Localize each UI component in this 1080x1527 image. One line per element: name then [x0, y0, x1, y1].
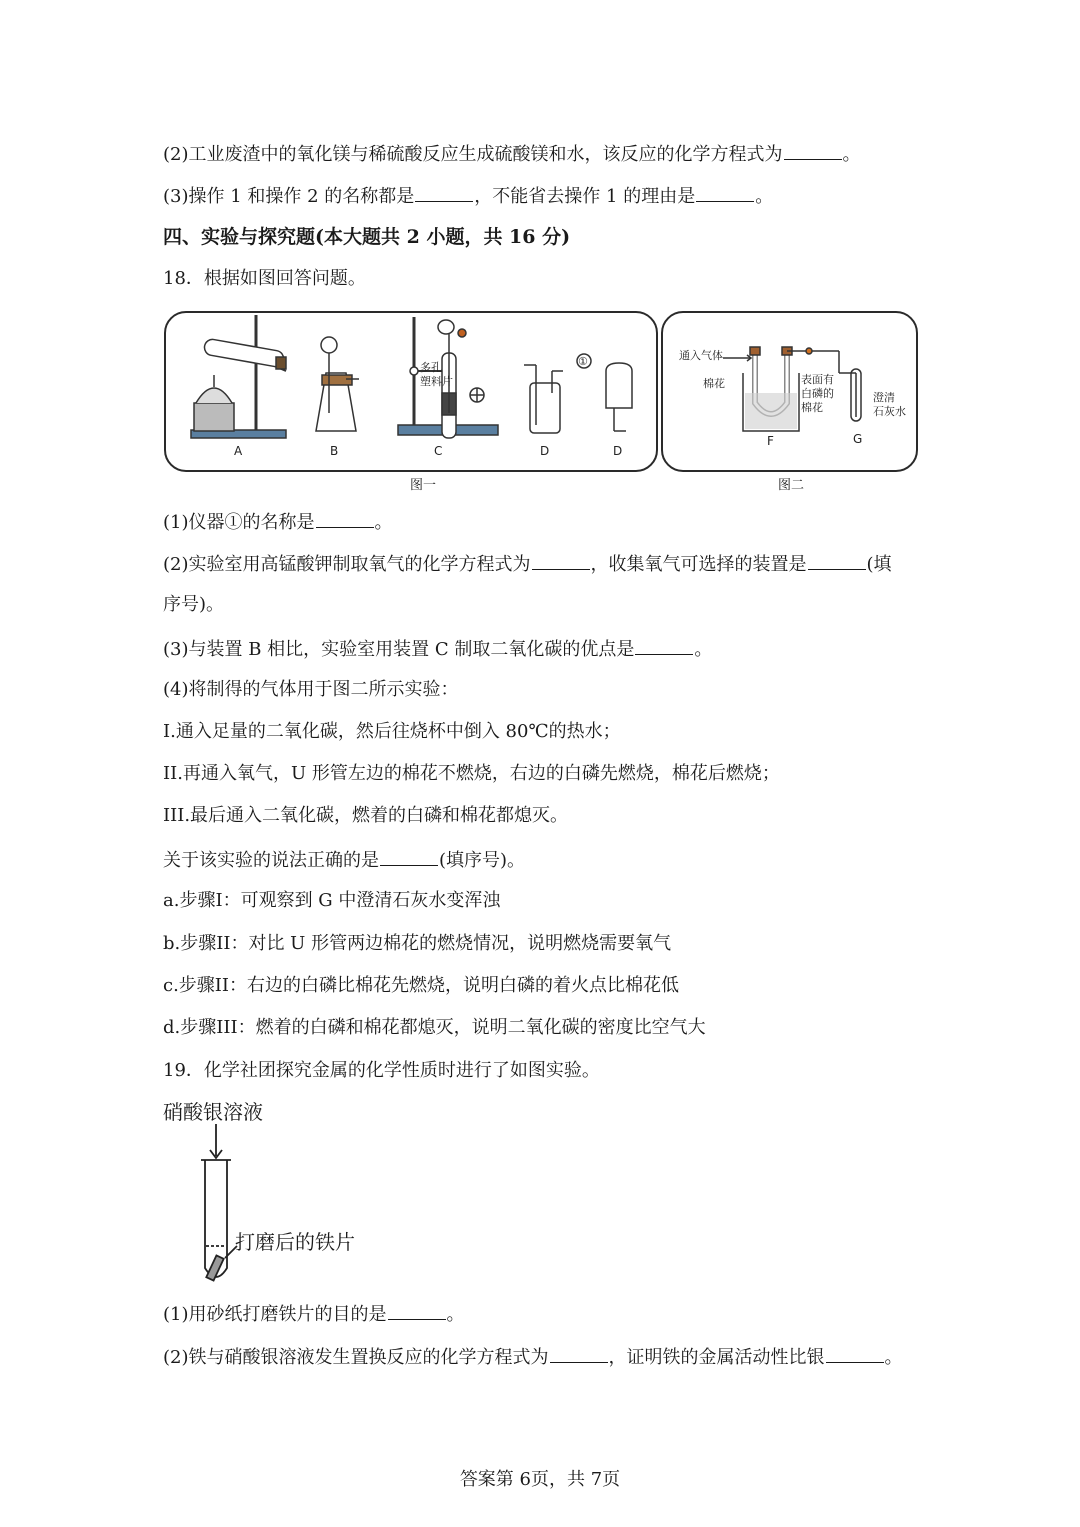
answer-blank[interactable] — [532, 551, 590, 570]
answer-blank[interactable] — [826, 1344, 884, 1363]
q18-option-c: c.步骤II：右边的白磷比棉花先燃烧，说明白磷的着火点比棉花低 — [163, 975, 680, 996]
answer-blank[interactable] — [550, 1344, 608, 1363]
answer-blank[interactable] — [415, 183, 473, 202]
phosphorus-label-1: 表面有 — [801, 373, 834, 386]
q17-part2: (2)工业废渣中的氧化镁与稀硫酸反应生成硫酸镁和水，该反应的化学方程式为 。 — [163, 141, 861, 167]
q18-step3: III.最后通入二氧化碳，燃着的白磷和棉花都熄灭。 — [163, 805, 569, 826]
q18-ask: 关于该实验的说法正确的是 (填序号)。 — [163, 847, 525, 873]
figure-2-caption: 图二 — [778, 478, 805, 493]
label-d2: D — [613, 444, 623, 458]
q19-part2: (2)铁与硝酸银溶液发生置换反应的化学方程式为 ，证明铁的金属活动性比银 。 — [163, 1344, 903, 1370]
q19-part1: (1)用砂纸打磨铁片的目的是 。 — [163, 1301, 465, 1327]
q18-step1: I.通入足量的二氧化碳，然后往烧杯中倒入 80℃的热水； — [163, 721, 621, 742]
answer-blank[interactable] — [696, 183, 754, 202]
q18-option-b: b.步骤II：对比 U 形管两边棉花的燃烧情况，说明燃烧需要氧气 — [163, 933, 672, 954]
section-heading: 四、实验与探究题(本大题共 2 小题，共 16 分) — [163, 226, 571, 248]
q17-part3: (3)操作 1 和操作 2 的名称都是 ，不能省去操作 1 的理由是 。 — [163, 183, 773, 209]
answer-blank[interactable] — [316, 509, 374, 528]
plastic-label-2: 塑料片 — [420, 375, 453, 388]
label-f: F — [767, 434, 774, 448]
page-footer: 答案第 6页，共 7页 — [459, 1469, 621, 1490]
figure-2-apparatus — [663, 313, 916, 470]
answer-blank[interactable] — [635, 636, 693, 655]
q19-figure — [163, 1096, 423, 1292]
label-d1: D — [540, 444, 550, 458]
q18-step2: II.再通入氧气，U 形管左边的棉花不燃烧，右边的白磷先燃烧，棉花后燃烧； — [163, 763, 780, 784]
silver-nitrate-label: 硝酸银溶液 — [163, 1100, 263, 1124]
answer-blank[interactable] — [380, 847, 438, 866]
q18-part2-cont: 序号)。 — [163, 594, 225, 615]
answer-blank[interactable] — [784, 141, 842, 160]
q18-option-d: d.步骤III：燃着的白磷和棉花都熄灭，说明二氧化碳的密度比空气大 — [163, 1017, 706, 1038]
label-a: A — [234, 444, 243, 458]
cotton-label: 棉花 — [703, 377, 725, 390]
gas-in-label: 通入气体 — [679, 349, 723, 362]
marker-1: ① — [578, 355, 588, 368]
figure-1-box — [164, 311, 658, 472]
q18-stem: 18．根据如图回答问题。 — [163, 268, 366, 289]
phosphorus-label-3: 棉花 — [801, 401, 823, 414]
q18-part2: (2)实验室用高锰酸钾制取氧气的化学方程式为 ，收集氧气可选择的装置是 (填 — [163, 551, 892, 577]
q18-option-a: a.步骤I：可观察到 G 中澄清石灰水变浑浊 — [163, 890, 501, 911]
phosphorus-label-2: 白磷的 — [801, 387, 834, 400]
limewater-label-1: 澄清 — [873, 391, 895, 404]
label-g: G — [853, 432, 863, 446]
q18-part4: (4)将制得的气体用于图二所示实验： — [163, 679, 459, 700]
answer-blank[interactable] — [388, 1301, 446, 1320]
iron-sheet-label: 打磨后的铁片 — [235, 1230, 355, 1254]
q19-stem: 19．化学社团探究金属的化学性质时进行了如图实验。 — [163, 1060, 600, 1081]
figure-2-box — [661, 311, 918, 472]
label-b: B — [330, 444, 339, 458]
test-tube-drawing — [163, 1096, 423, 1292]
figure-1-apparatus — [166, 313, 656, 470]
answer-blank[interactable] — [808, 551, 866, 570]
label-c: C — [434, 444, 443, 458]
figure-1-caption: 图一 — [410, 478, 437, 493]
limewater-label-2: 石灰水 — [873, 405, 906, 418]
q18-part1: (1)仪器①的名称是 。 — [163, 509, 393, 535]
q18-part3: (3)与装置 B 相比，实验室用装置 C 制取二氧化碳的优点是 。 — [163, 636, 712, 662]
plastic-label-1: 多孔 — [420, 361, 442, 374]
